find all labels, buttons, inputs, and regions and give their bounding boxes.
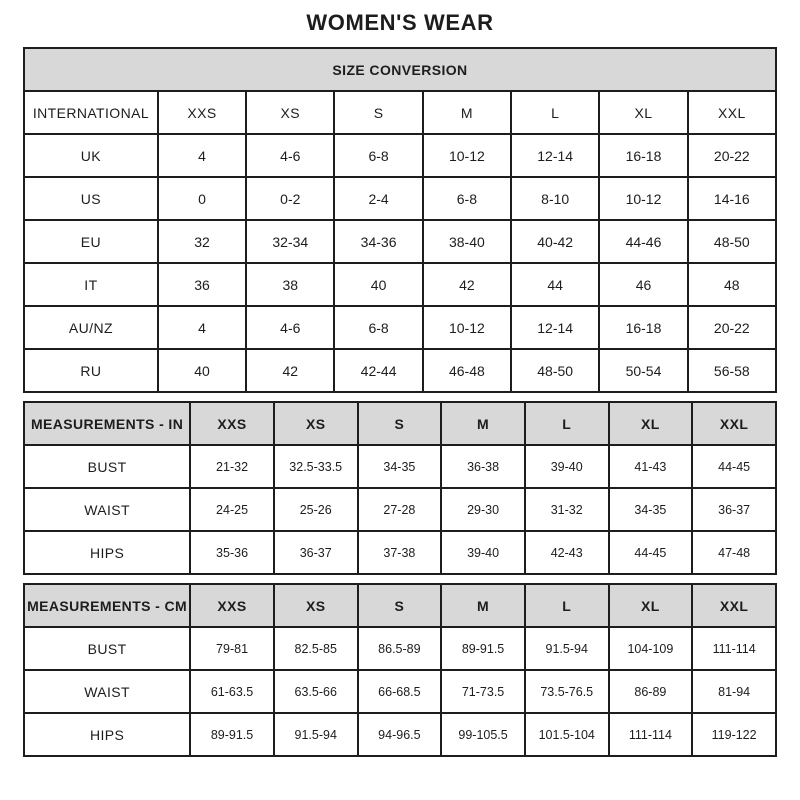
- cell-value: 36-37: [274, 531, 358, 574]
- cell-value: 42: [246, 349, 334, 392]
- cell-value: 12-14: [511, 134, 599, 177]
- cell-value: 94-96.5: [358, 713, 442, 756]
- column-header-size: XXL: [692, 584, 776, 627]
- cell-value: 44-46: [599, 220, 687, 263]
- cell-value: 37-38: [358, 531, 442, 574]
- cell-value: 20-22: [688, 306, 776, 349]
- cell-value: 24-25: [190, 488, 274, 531]
- cell-value: 32.5-33.5: [274, 445, 358, 488]
- cell-value: 36: [158, 263, 246, 306]
- table-row: [24, 220, 776, 263]
- cell-value: 46: [599, 263, 687, 306]
- page-title: WOMEN'S WEAR: [306, 10, 494, 35]
- column-header-size: XL: [609, 584, 693, 627]
- cell-value: 36-38: [441, 445, 525, 488]
- cell-value: 0: [158, 177, 246, 220]
- cell-value: 32: [158, 220, 246, 263]
- cell-value: 48-50: [688, 220, 776, 263]
- column-header-size: XXS: [190, 584, 274, 627]
- column-header-size: XXS: [190, 402, 274, 445]
- measurements-in-table: [23, 401, 777, 575]
- cell-value: 101.5-104: [525, 713, 609, 756]
- table-row: [24, 670, 776, 713]
- table-row: [24, 134, 776, 177]
- row-label: UK: [24, 134, 158, 177]
- column-header-size: M: [423, 91, 511, 134]
- cell-value: 44: [511, 263, 599, 306]
- table-row: [24, 713, 776, 756]
- column-header-size: S: [358, 584, 442, 627]
- cell-value: 119-122: [692, 713, 776, 756]
- row-label: WAIST: [24, 670, 190, 713]
- cell-value: 89-91.5: [190, 713, 274, 756]
- cell-value: 4: [158, 306, 246, 349]
- cell-value: 31-32: [525, 488, 609, 531]
- column-header-label: MEASUREMENTS - CM: [24, 584, 190, 627]
- cell-value: 86-89: [609, 670, 693, 713]
- table-header-row: [24, 584, 776, 627]
- cell-value: 44-45: [609, 531, 693, 574]
- column-header-size: XXL: [692, 402, 776, 445]
- cell-value: 8-10: [511, 177, 599, 220]
- row-label: HIPS: [24, 713, 190, 756]
- cell-value: 86.5-89: [358, 627, 442, 670]
- cell-value: 42: [423, 263, 511, 306]
- column-header-size: L: [525, 402, 609, 445]
- cell-value: 48-50: [511, 349, 599, 392]
- row-label: RU: [24, 349, 158, 392]
- cell-value: 91.5-94: [525, 627, 609, 670]
- cell-value: 20-22: [688, 134, 776, 177]
- cell-value: 4: [158, 134, 246, 177]
- cell-value: 63.5-66: [274, 670, 358, 713]
- cell-value: 32-34: [246, 220, 334, 263]
- row-label: HIPS: [24, 531, 190, 574]
- cell-value: 61-63.5: [190, 670, 274, 713]
- cell-value: 38-40: [423, 220, 511, 263]
- column-header-size: S: [358, 402, 442, 445]
- cell-value: 56-58: [688, 349, 776, 392]
- cell-value: 34-35: [609, 488, 693, 531]
- cell-value: 34-35: [358, 445, 442, 488]
- cell-value: 91.5-94: [274, 713, 358, 756]
- measurements-cm-table: [23, 583, 777, 757]
- column-header-size: XS: [274, 402, 358, 445]
- cell-value: 6-8: [423, 177, 511, 220]
- cell-value: 48: [688, 263, 776, 306]
- table-header-row: [24, 402, 776, 445]
- cell-value: 14-16: [688, 177, 776, 220]
- cell-value: 10-12: [423, 306, 511, 349]
- column-header-size: XXL: [688, 91, 776, 134]
- cell-value: 25-26: [274, 488, 358, 531]
- table-row: [24, 306, 776, 349]
- cell-value: 10-12: [599, 177, 687, 220]
- cell-value: 82.5-85: [274, 627, 358, 670]
- cell-value: 47-48: [692, 531, 776, 574]
- cell-value: 16-18: [599, 306, 687, 349]
- cell-value: 35-36: [190, 531, 274, 574]
- cell-value: 6-8: [334, 134, 422, 177]
- column-header-size: XL: [609, 402, 693, 445]
- cell-value: 36-37: [692, 488, 776, 531]
- cell-value: 111-114: [692, 627, 776, 670]
- cell-value: 10-12: [423, 134, 511, 177]
- table-row: [24, 488, 776, 531]
- table-header-row: [24, 91, 776, 134]
- cell-value: 66-68.5: [358, 670, 442, 713]
- column-header-size: M: [441, 402, 525, 445]
- table-banner-row: [24, 48, 776, 91]
- cell-value: 81-94: [692, 670, 776, 713]
- column-header-size: L: [511, 91, 599, 134]
- cell-value: 71-73.5: [441, 670, 525, 713]
- cell-value: 42-43: [525, 531, 609, 574]
- cell-value: 44-45: [692, 445, 776, 488]
- row-label: WAIST: [24, 488, 190, 531]
- cell-value: 34-36: [334, 220, 422, 263]
- cell-value: 40: [334, 263, 422, 306]
- column-header-size: XS: [274, 584, 358, 627]
- cell-value: 16-18: [599, 134, 687, 177]
- cell-value: 104-109: [609, 627, 693, 670]
- cell-value: 40-42: [511, 220, 599, 263]
- table-row: [24, 349, 776, 392]
- cell-value: 46-48: [423, 349, 511, 392]
- table-row: [24, 177, 776, 220]
- cell-value: 4-6: [246, 306, 334, 349]
- cell-value: 6-8: [334, 306, 422, 349]
- row-label: BUST: [24, 627, 190, 670]
- cell-value: 21-32: [190, 445, 274, 488]
- column-header-size: M: [441, 584, 525, 627]
- column-header-label: INTERNATIONAL: [24, 91, 158, 134]
- table-row: [24, 531, 776, 574]
- column-header-label: MEASUREMENTS - IN: [24, 402, 190, 445]
- size-conversion-table: [23, 47, 777, 393]
- column-header-size: S: [334, 91, 422, 134]
- table-banner: SIZE CONVERSION: [24, 48, 776, 91]
- row-label: EU: [24, 220, 158, 263]
- cell-value: 79-81: [190, 627, 274, 670]
- cell-value: 29-30: [441, 488, 525, 531]
- cell-value: 12-14: [511, 306, 599, 349]
- row-label: AU/NZ: [24, 306, 158, 349]
- row-label: IT: [24, 263, 158, 306]
- cell-value: 40: [158, 349, 246, 392]
- column-header-size: XS: [246, 91, 334, 134]
- column-header-size: L: [525, 584, 609, 627]
- cell-value: 39-40: [525, 445, 609, 488]
- table-row: [24, 263, 776, 306]
- column-header-size: XL: [599, 91, 687, 134]
- cell-value: 50-54: [599, 349, 687, 392]
- cell-value: 111-114: [609, 713, 693, 756]
- row-label: US: [24, 177, 158, 220]
- cell-value: 41-43: [609, 445, 693, 488]
- table-row: [24, 627, 776, 670]
- cell-value: 38: [246, 263, 334, 306]
- cell-value: 73.5-76.5: [525, 670, 609, 713]
- cell-value: 4-6: [246, 134, 334, 177]
- cell-value: 27-28: [358, 488, 442, 531]
- cell-value: 89-91.5: [441, 627, 525, 670]
- row-label: BUST: [24, 445, 190, 488]
- table-row: [24, 445, 776, 488]
- cell-value: 42-44: [334, 349, 422, 392]
- cell-value: 2-4: [334, 177, 422, 220]
- cell-value: 39-40: [441, 531, 525, 574]
- cell-value: 99-105.5: [441, 713, 525, 756]
- cell-value: 0-2: [246, 177, 334, 220]
- column-header-size: XXS: [158, 91, 246, 134]
